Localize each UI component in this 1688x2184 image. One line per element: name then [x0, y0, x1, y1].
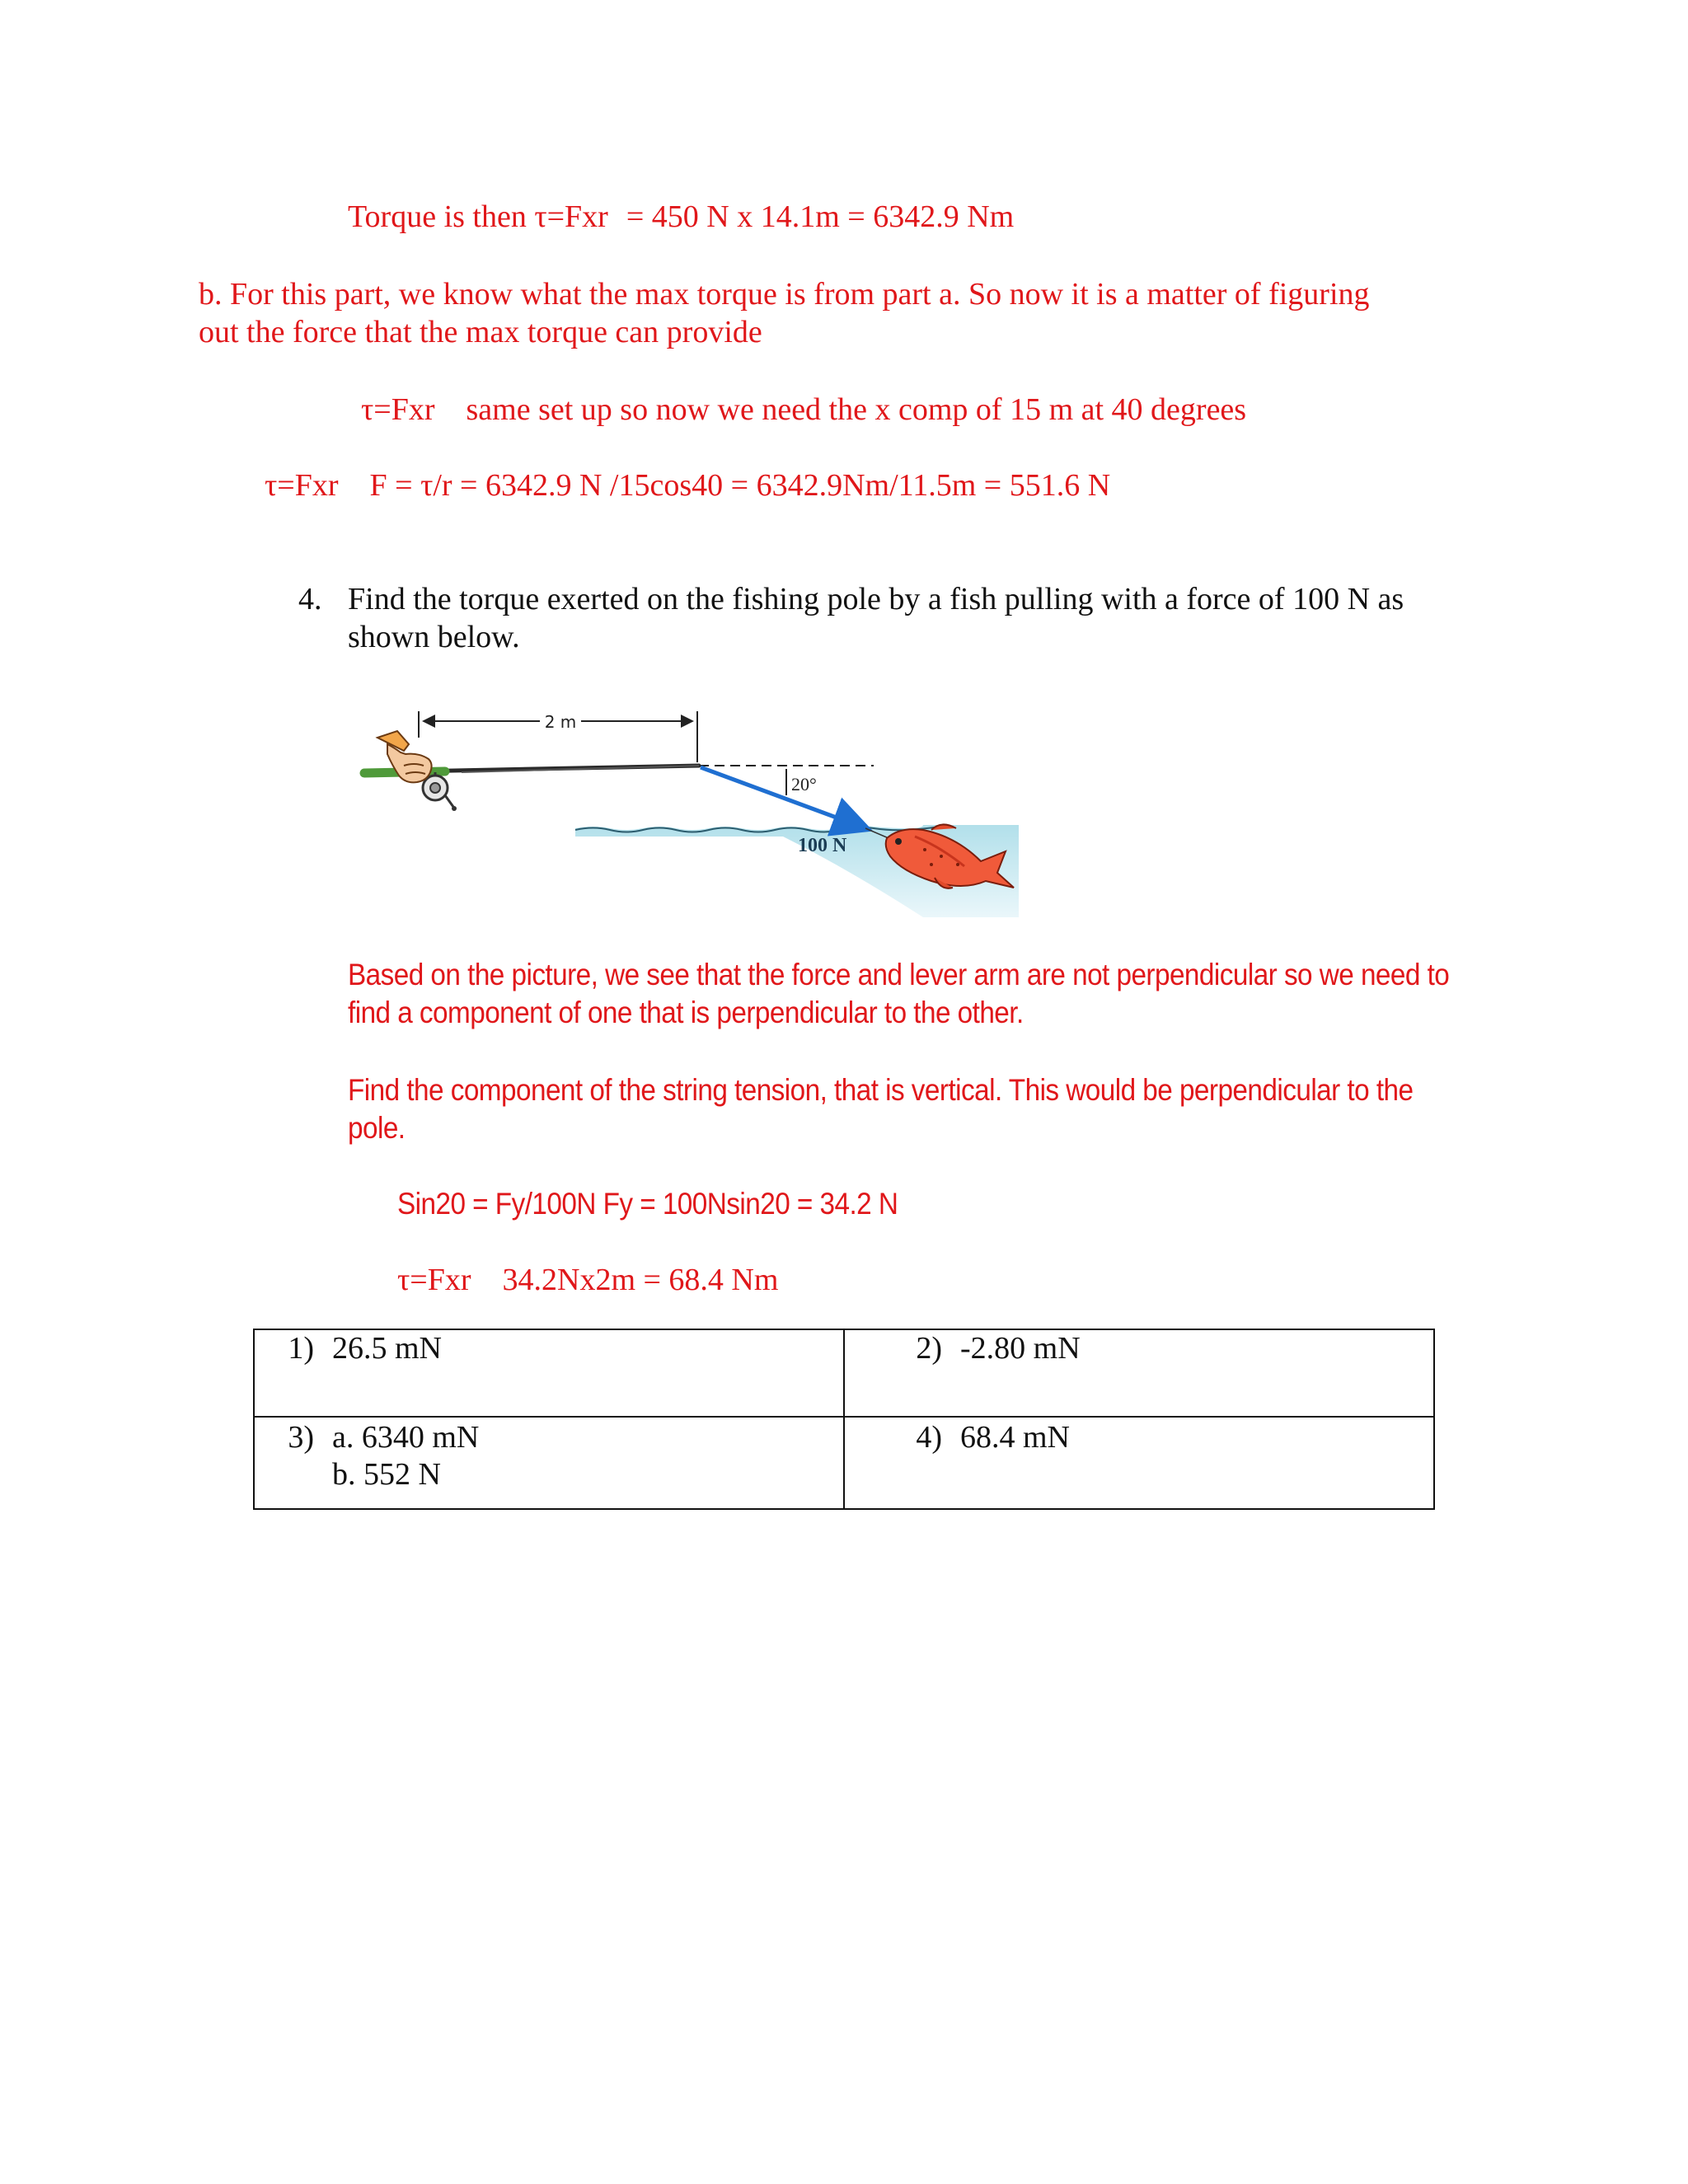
explanation-1-line2: find a component of one that is perpendicular to the other.: [348, 996, 1024, 1029]
explanation-1-line1: Based on the picture, we see that the force and lever arm are not perpendicular so we need to: [348, 958, 1450, 991]
answer-3-number: 3): [288, 1420, 314, 1455]
reel-icon: [423, 772, 457, 811]
answer-2-value: -2.80 mN: [960, 1331, 1081, 1366]
part-b-intro-line1: b. For this part, we know what the max torque is from part a. So now it is a matter of figuring: [199, 277, 1370, 312]
torque-formula-4: τ=Fxr: [397, 1263, 471, 1297]
answer-cell-2: [844, 1329, 1434, 1417]
setup-note: same set up so now we need the x comp of 15 m at 40 degrees: [466, 392, 1247, 427]
torque-formula: Torque is then τ=Fxr: [348, 199, 608, 234]
torque-calculation: [397, 1261, 778, 1299]
calc-force: F = τ/r = 6342.9 N /15cos40 = 6342.9Nm/11.5m = 551.6 N: [369, 468, 1111, 503]
answer-row: [254, 1417, 1434, 1509]
angle-label: 20°: [791, 774, 817, 794]
torque-result-4: 34.2Nx2m = 68.4 Nm: [502, 1263, 779, 1297]
answer-1-number: 1): [288, 1331, 314, 1366]
answer-row: [254, 1329, 1434, 1417]
explanation-2-line1: Find the component of the string tension, that is vertical. This would be perpendicular to the: [348, 1073, 1414, 1107]
answer-3-value-b: b. 552 N: [332, 1457, 441, 1492]
answer-4-value: 68.4 mN: [960, 1420, 1070, 1455]
answer-cell-3: [254, 1417, 844, 1509]
problem-4-text-line2: shown below.: [348, 620, 520, 654]
fishing-pole-diagram: [354, 705, 1039, 919]
torque-result: = 450 N x 14.1m = 6342.9 Nm: [626, 199, 1015, 234]
problem-4-number: 4.: [298, 582, 322, 616]
problem-4-text-line1: Find the torque exerted on the fishing pole by a fish pulling with a force of 100 N as: [348, 582, 1404, 616]
explanation-2-line2: pole.: [348, 1111, 406, 1145]
part-b-calc: [265, 466, 1110, 504]
answer-cell-1: [254, 1329, 844, 1417]
component-calculation: Sin20 = Fy/100N Fy = 100Nsin20 = 34.2 N: [397, 1187, 898, 1221]
force-label: 100 N: [798, 835, 847, 856]
answer-1-value: 26.5 mN: [332, 1331, 442, 1366]
answer-cell-4: [844, 1417, 1434, 1509]
length-label: 2 m: [544, 712, 577, 732]
force-arrow: [701, 767, 865, 828]
setup-formula: τ=Fxr: [361, 392, 435, 427]
torque-line-3a: [348, 198, 1014, 236]
answer-4-number: 4): [916, 1420, 942, 1455]
answer-key-table: [253, 1329, 1435, 1510]
calc-formula: τ=Fxr: [265, 468, 339, 503]
answer-3-value-a: a. 6340 mN: [332, 1420, 480, 1455]
part-b-intro-line2: out the force that the max torque can provide: [199, 315, 762, 349]
answer-2-number: 2): [916, 1331, 942, 1366]
part-b-setup: [361, 391, 1246, 429]
